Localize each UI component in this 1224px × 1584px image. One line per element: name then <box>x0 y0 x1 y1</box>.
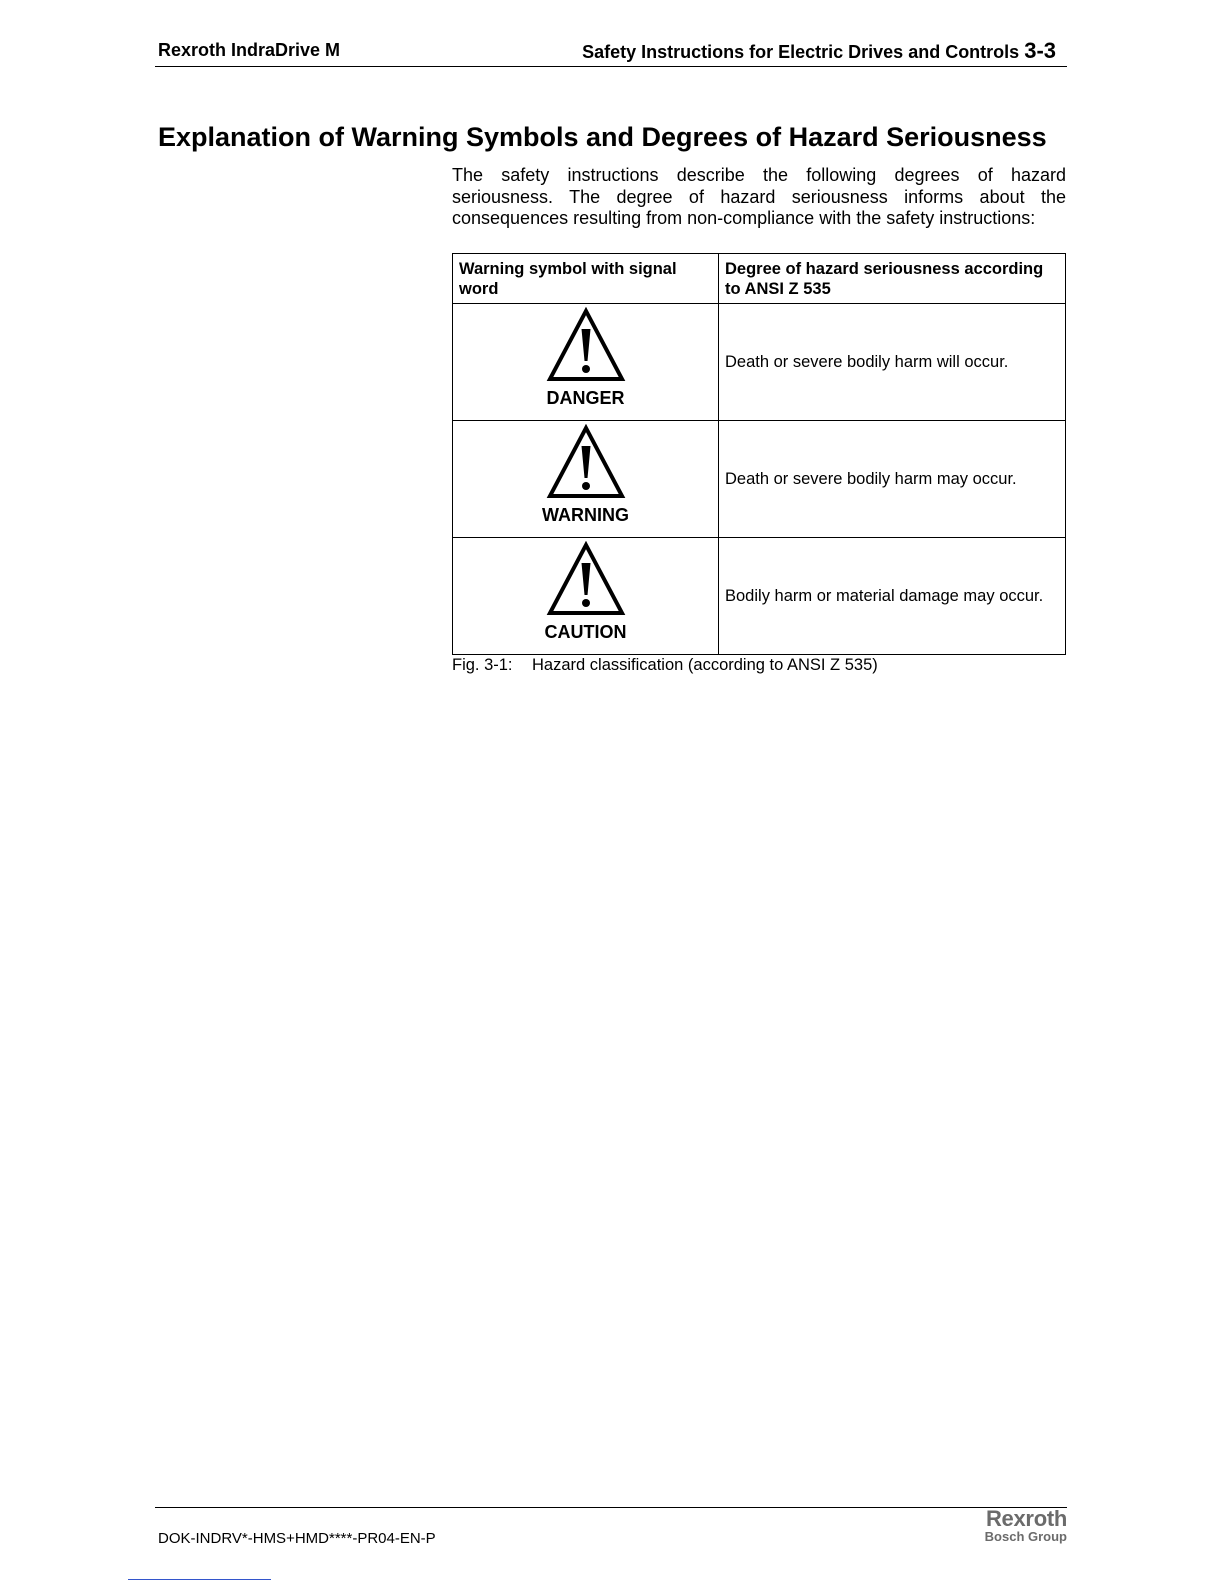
table-header-row <box>453 254 1066 304</box>
warning-triangle-icon <box>546 541 626 617</box>
document-id: DOK-INDRV*-HMS+HMD****-PR04-EN-P <box>158 1530 436 1547</box>
hazard-table <box>452 253 1066 655</box>
signal-word-caution: CAUTION <box>544 622 627 642</box>
page-number: 3-3 <box>1024 38 1056 63</box>
table-row-warning <box>453 421 1066 538</box>
symbol-cell <box>453 421 719 538</box>
figure-caption <box>452 656 878 675</box>
symbol-cell <box>453 538 719 655</box>
header-product-name: Rexroth IndraDrive M <box>158 40 341 60</box>
table-row-danger <box>453 304 1066 421</box>
header-divider <box>155 66 1067 67</box>
footer-divider <box>155 1507 1067 1508</box>
column-header-degree: Degree of hazard seriousness according to ANSI Z 535 <box>719 254 1066 304</box>
link-underline <box>128 1579 271 1580</box>
logo-brand: Rexroth <box>985 1506 1067 1531</box>
warning-triangle-icon <box>546 307 626 383</box>
figure-label: Fig. 3-1: <box>452 656 513 674</box>
figure-caption-text: Hazard classification (according to ANSI Z 535) <box>532 656 878 674</box>
logo-group: Bosch Group <box>984 1529 1067 1544</box>
header-chapter-title <box>582 38 1056 64</box>
symbol-cell <box>453 304 719 421</box>
warning-triangle-icon <box>546 424 626 500</box>
intro-paragraph: The safety instructions describe the following degrees of hazard seriousness. The degree of hazard seriousness informs about the consequences resulting from non-compliance with the safety instructions: <box>452 165 1066 228</box>
header-chapter-text: Safety Instructions for Electric Drives and Controls <box>582 42 1020 62</box>
rexroth-logo <box>985 1508 1067 1544</box>
column-header-symbol: Warning symbol with signal word <box>453 254 719 304</box>
signal-word-danger: DANGER <box>546 388 625 408</box>
signal-word-warning: WARNING <box>542 505 629 525</box>
section-title: Explanation of Warning Symbols and Degrees of Hazard Seriousness <box>158 122 1047 152</box>
hazard-description: Death or severe bodily harm may occur. <box>719 421 1066 538</box>
hazard-description: Death or severe bodily harm will occur. <box>719 304 1066 421</box>
hazard-description: Bodily harm or material damage may occur. <box>719 538 1066 655</box>
table-row-caution <box>453 538 1066 655</box>
